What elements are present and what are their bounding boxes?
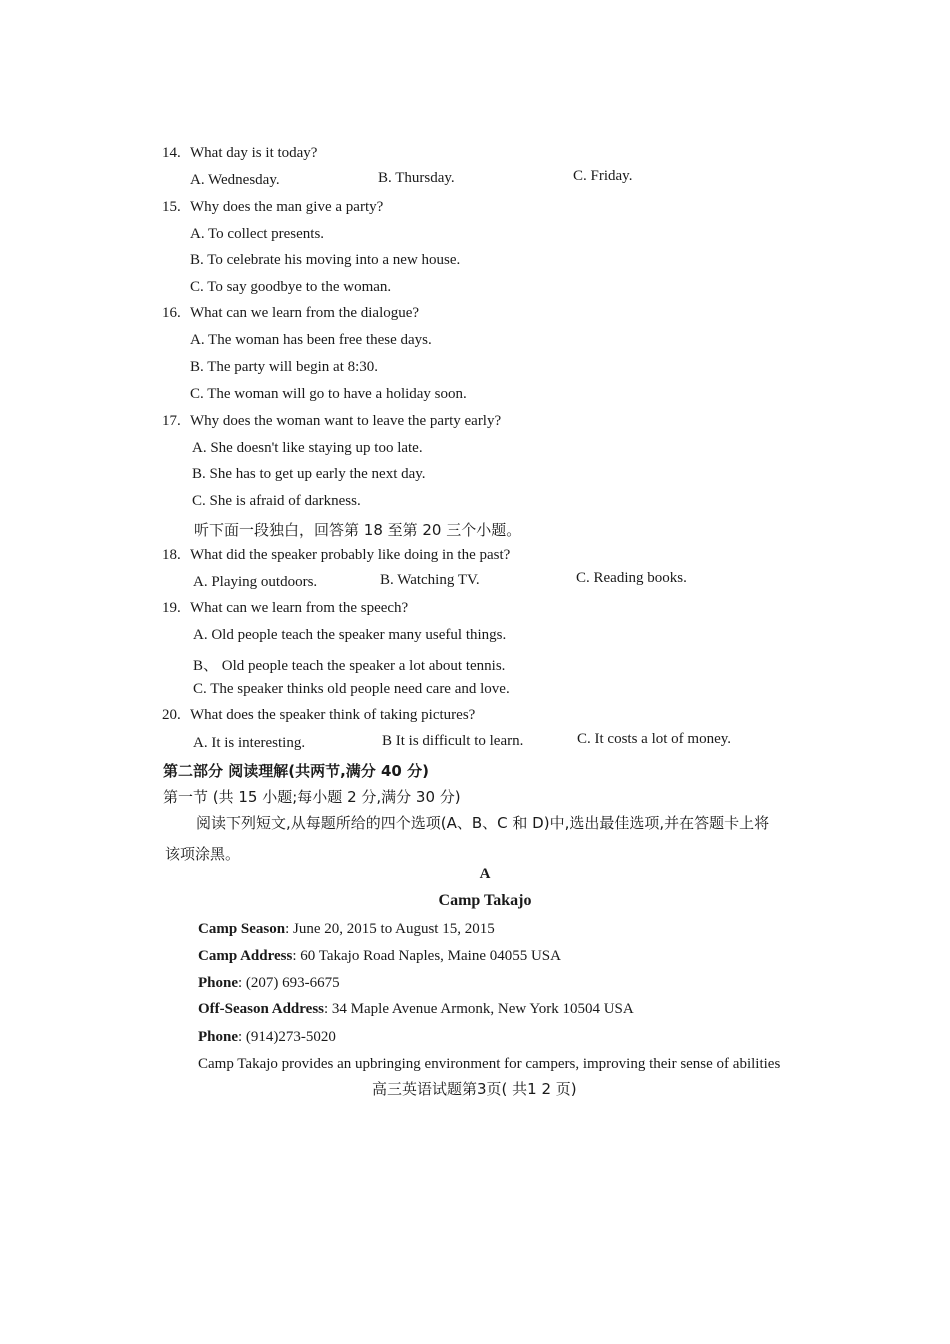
question-number: 20. bbox=[162, 707, 181, 723]
option-b: B. She has to get up early the next day. bbox=[192, 466, 426, 482]
option-a: A. The woman has been free these days. bbox=[190, 332, 432, 348]
option-a: A. Old people teach the speaker many useful things. bbox=[193, 627, 507, 643]
camp-address-label: Camp Address bbox=[198, 948, 293, 964]
question-number: 15. bbox=[162, 199, 181, 215]
part2-title: 第二部分 阅读理解(共两节,满分 40 分) bbox=[163, 762, 429, 780]
option-a: A. It is interesting. bbox=[193, 735, 306, 751]
passage-letter: A bbox=[479, 866, 491, 882]
option-c: C. The speaker thinks old people need care and love. bbox=[193, 681, 510, 697]
question-14 bbox=[162, 145, 317, 162]
question-number: 16. bbox=[162, 305, 181, 321]
option-b: B. The party will begin at 8:30. bbox=[190, 359, 379, 375]
offseason-phone bbox=[198, 1029, 336, 1046]
passage-body: Camp Takajo provides an upbringing environment for campers, improving their sense of abilities bbox=[198, 1056, 781, 1072]
question-number: 17. bbox=[162, 413, 181, 429]
camp-season-value: : June 20, 2015 to August 15, 2015 bbox=[285, 921, 495, 937]
question-18 bbox=[162, 547, 510, 564]
question-20 bbox=[162, 707, 475, 724]
section1-title: 第一节 (共 15 小题;每小题 2 分,满分 30 分) bbox=[163, 788, 461, 806]
question-19 bbox=[162, 600, 408, 617]
option-c: C. Reading books. bbox=[576, 570, 687, 586]
reading-instruction-line2: 该项涂黑。 bbox=[165, 845, 241, 863]
option-a: A. Playing outdoors. bbox=[193, 574, 318, 590]
option-c: C. The woman will go to have a holiday soon. bbox=[190, 386, 467, 402]
camp-phone-label: Phone bbox=[198, 975, 239, 991]
question-16 bbox=[162, 305, 419, 322]
question-17 bbox=[162, 413, 501, 430]
question-text: What can we learn from the dialogue? bbox=[190, 305, 420, 321]
question-15 bbox=[162, 199, 383, 216]
monologue-instruction: 听下面一段独白，回答第 18 至第 20 三个小题。 bbox=[194, 521, 522, 539]
offseason-address bbox=[198, 1001, 634, 1018]
option-c: C. It costs a lot of money. bbox=[577, 731, 732, 747]
question-text: What did the speaker probably like doing in the past? bbox=[190, 547, 511, 563]
option-a: A. To collect presents. bbox=[190, 226, 325, 242]
offseason-phone-label: Phone bbox=[198, 1029, 239, 1045]
question-text: What day is it today? bbox=[190, 145, 318, 161]
option-b: B It is difficult to learn. bbox=[382, 733, 524, 749]
page-footer: 高三英语试题第3页( 共1 2 页) bbox=[372, 1080, 577, 1098]
reading-instruction-line1: 阅读下列短文,从每题所给的四个选项(A、B、C 和 D)中,选出最佳选项,并在答题卡上将 bbox=[196, 814, 770, 832]
camp-season-label: Camp Season bbox=[198, 921, 286, 937]
option-c: C. To say goodbye to the woman. bbox=[190, 279, 392, 295]
option-b: B、 Old people teach the speaker a lot about tennis. bbox=[193, 658, 506, 674]
option-c: C. She is afraid of darkness. bbox=[192, 493, 361, 509]
camp-phone bbox=[198, 975, 340, 992]
offseason-address-label: Off-Season Address bbox=[198, 1001, 324, 1017]
option-a: A. She doesn't like staying up too late. bbox=[192, 440, 423, 456]
question-text: What can we learn from the speech? bbox=[190, 600, 409, 616]
question-text: Why does the woman want to leave the party early? bbox=[190, 413, 502, 429]
option-c: C. Friday. bbox=[573, 168, 633, 184]
question-number: 18. bbox=[162, 547, 181, 563]
option-b: B. Watching TV. bbox=[380, 572, 480, 588]
camp-address-value: : 60 Takajo Road Naples, Maine 04055 USA bbox=[292, 948, 561, 964]
option-b: B. Thursday. bbox=[378, 170, 455, 186]
camp-season bbox=[198, 921, 495, 938]
option-b: B. To celebrate his moving into a new house. bbox=[190, 252, 461, 268]
question-number: 19. bbox=[162, 600, 181, 616]
passage-title: Camp Takajo bbox=[438, 892, 532, 909]
question-text: What does the speaker think of taking pictures? bbox=[190, 707, 476, 723]
offseason-address-value: : 34 Maple Avenue Armonk, New York 10504 USA bbox=[324, 1001, 634, 1017]
question-number: 14. bbox=[162, 145, 181, 161]
offseason-phone-value: : (914)273-5020 bbox=[238, 1029, 336, 1045]
question-text: Why does the man give a party? bbox=[190, 199, 384, 215]
camp-address bbox=[198, 948, 561, 965]
camp-phone-value: : (207) 693-6675 bbox=[238, 975, 340, 991]
option-a: A. Wednesday. bbox=[190, 172, 280, 188]
